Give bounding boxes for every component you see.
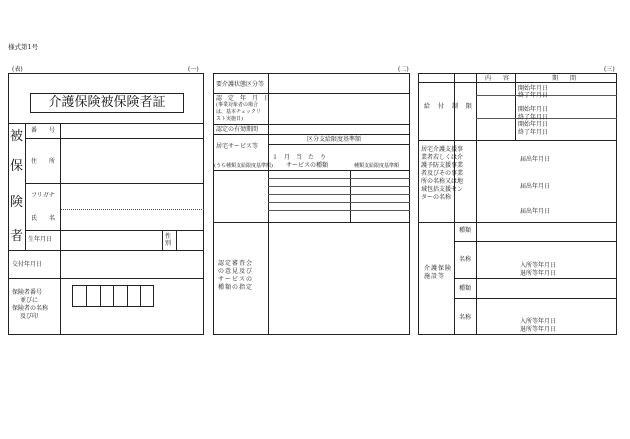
panel1-number: (一) [188,66,199,73]
cert-date-1: 認 定 年 月 日 [216,95,271,102]
care-office-3: 護予防支援事業 [421,162,464,169]
cert-date-4: スト実施日) [216,116,243,122]
col-content: 内 容 [485,75,510,82]
label-care-level: 要介護状態区分等 [216,81,265,88]
label-per-month: １ 月 当 た り [272,154,327,161]
facility-name-1: 名称 [459,256,472,263]
side-char-2: 保 [10,159,24,174]
end-3: 終了年月日 [518,129,549,136]
end-2: 終了年月日 [518,114,549,121]
facility-1: 介護保険 [424,265,453,272]
facility-type-1: 種類 [459,227,472,234]
label-sub-limit: (うち種類支給限度基準額) [214,163,273,169]
panel3-number: (三) [604,66,615,73]
filed-1: 届出年月日 [520,156,551,163]
start-2: 開始年月日 [518,106,549,113]
form-number: 様式第1号 [8,43,39,51]
care-office-7: ターの名称 [421,194,452,201]
admit-2: 入所等年月日 [520,318,557,325]
label-sex: 性別 [165,233,172,247]
label-address: 住 所 [31,158,56,165]
label-benefit-limit: 給 付 制 限 [424,103,474,110]
label-limit-header: 区分支給限度基準額 [307,136,362,143]
label-birth: 生年月日 [28,236,53,243]
front-label: (表) [12,66,23,73]
insurer-number-boxes [72,285,154,307]
label-home-service: 居宅サービス等 [216,143,259,150]
cert-date-3: は、基本チェックリ [216,109,261,115]
opinion-1: 認定審査会 [218,260,254,267]
insurer-line-2: 並びに [20,297,39,304]
label-name: 氏 名 [31,215,56,222]
care-office-4: 者及びその事業 [421,170,464,177]
care-office-2: 業者若しくは介 [421,154,464,161]
care-office-5: 所の名称又は地 [421,178,464,185]
filed-3: 届出年月日 [520,208,551,215]
insurer-line-1: 保険者番号 [12,289,43,296]
care-office-6: 域包括支援セン [421,186,464,193]
start-3: 開始年月日 [518,121,549,128]
side-char-3: 険 [10,195,24,210]
cert-date-2: (事業対象者の場合 [216,102,258,108]
side-char-1: 被 [10,129,24,144]
insurer-line-4: 及び印 [20,313,39,320]
admit-1: 入所等年月日 [520,262,557,269]
card-title: 介護保険被保険者証 [30,93,184,113]
opinion-2: の意見及び [218,268,254,275]
label-number: 番 号 [31,127,56,134]
col-service-type: サービスの種類 [286,162,329,169]
opinion-3: サービスの [218,276,254,283]
care-office-1: 居宅介護支援事 [421,146,464,153]
label-issue-date: 交付年月日 [12,261,43,268]
leave-2: 退所等年月日 [520,326,557,333]
facility-name-2: 名称 [459,314,472,321]
end-1: 終了年月日 [518,92,549,99]
facility-type-2: 種類 [459,285,472,292]
label-validity: 認定の有効期間 [216,126,259,133]
opinion-4: 種類の指定 [218,284,254,291]
panel2-number: (二) [398,66,409,73]
filed-2: 届出年月日 [520,183,551,190]
leave-1: 退所等年月日 [520,270,557,277]
col-type-limit: 種類支給限度基準額 [354,163,400,169]
facility-2: 施設等 [424,273,446,280]
side-char-4: 者 [10,229,24,244]
insurer-line-3: 保険者の名称 [12,305,49,312]
col-period: 期 間 [552,75,577,82]
start-1: 開始年月日 [518,85,549,92]
label-furigana: フリガナ [31,192,55,199]
